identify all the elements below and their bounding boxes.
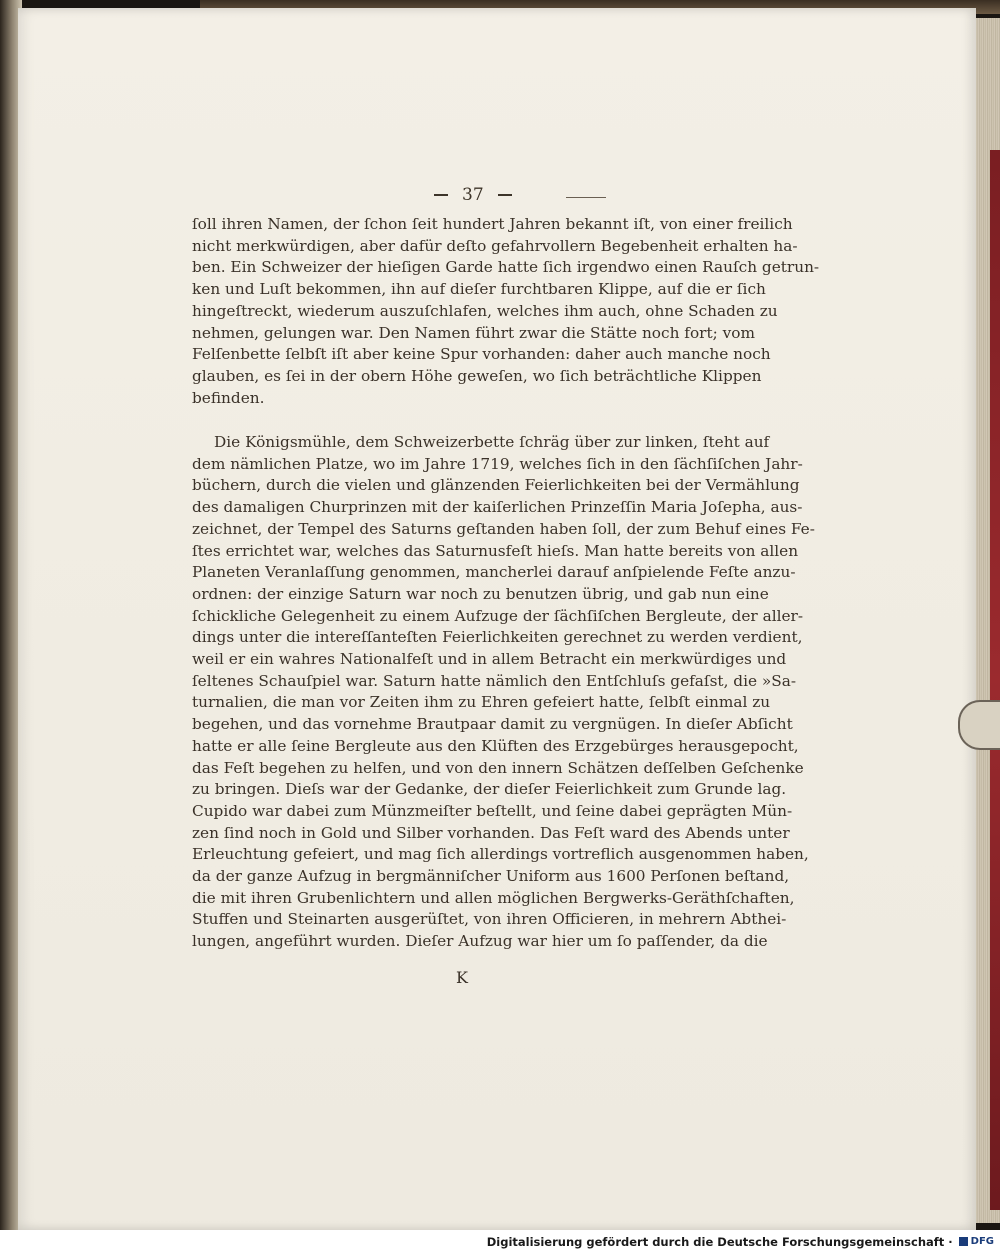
text-line: lungen, angeführt wurden. Dieſer Aufzug war hier um ſo paſſender, da die — [192, 932, 768, 951]
text-line: Cupido war dabei zum Münzmeiſter beſtellt, und ſeine dabei geprägten Mün- — [192, 801, 793, 820]
paragraph-1 — [192, 214, 820, 409]
signature-mark: K — [456, 968, 468, 987]
binding-red-edge — [990, 150, 1000, 1210]
footer-separator: · — [944, 1234, 953, 1249]
dfg-logo-icon — [959, 1237, 968, 1246]
text-line: nehmen, gelungen war. Den Namen führt zwar die Stätte noch fort; vom — [192, 323, 756, 342]
text-line: zeichnet, der Tempel des Saturns geſtanden haben ſoll, der zum Behuf eines Fe- — [192, 519, 815, 538]
text-line: zu bringen. Dieſs war der Gedanke, der dieſer Feierlichkeit zum Grunde lag. — [192, 780, 787, 799]
page-header — [420, 180, 720, 210]
text-line: ordnen: der einzige Saturn war noch zu benutzen übrig, und gab nun eine — [192, 584, 769, 603]
text-line: ſoll ihren Namen, der ſchon ſeit hundert Jahren bekannt iſt, von einer freilich — [192, 215, 793, 233]
text-line: weil er ein wahres Nationalfeſt und in allem Betracht ein merkwürdiges und — [192, 650, 787, 669]
text-line: ſeltenes Schauſpiel war. Saturn hatte nämlich den Entſchluſs gefaſst, die »Sa- — [192, 671, 797, 690]
text-line: hatte er alle ſeine Bergleute aus den Klüften des Erzgebürges herausgepocht, — [192, 736, 799, 755]
dfg-logo-text: DFG — [970, 1236, 994, 1247]
text-line: Felſenbette ſelbſt iſt aber keine Spur vorhanden: daher auch manche noch — [192, 345, 771, 364]
text-line: Die Königsmühle, dem Schweizerbette ſchräg über zur linken, ſteht auf — [214, 433, 770, 451]
text-line: turnalien, die man vor Zeiten ihm zu Ehren gefeiert hatte, ſelbſt einmal zu — [192, 693, 771, 712]
text-line: ſtes errichtet war, welches das Saturnusfeſt hieſs. Man hatte bereits von allen — [192, 541, 799, 560]
text-line: begehen, und das vornehme Brautpaar damit zu vergnügen. In dieſer Abſicht — [192, 715, 793, 734]
text-line: dings unter die intereſſanteſten Feierlichkeiten gerechnet zu werden verdient, — [192, 628, 803, 647]
text-line: hingeſtreckt, wiederum auszuſchlafen, welches ihm auch, ohne Schaden zu — [192, 301, 778, 320]
paragraph-2 — [192, 432, 815, 953]
text-line: Stuffen und Steinarten ausgerüſtet, von ihren Officieren, in mehrern Abthei- — [192, 910, 787, 929]
text-line: ben. Ein Schweizer der hieſigen Garde hatte ſich irgendwo einen Rauſch getrun- — [192, 258, 820, 277]
text-line: dem nämlichen Platze, wo im Jahre 1719, welches ſich in den ſächſiſchen Jahr- — [192, 454, 803, 473]
text-line: büchern, durch die vielen und glänzenden Feierlichkeiten bei der Vermählung — [192, 476, 800, 495]
text-line: Erleuchtung gefeiert, und mag ſich allerdings vortreflich ausgenommen haben, — [192, 845, 809, 864]
text-line: nicht merkwürdigen, aber dafür deſto gefahrvollern Begebenheit erhalten ha- — [192, 236, 798, 255]
header-rule — [566, 197, 606, 198]
text-line: das Feſt begehen zu helfen, und von den innern Schätzen deſſelben Geſchenke — [192, 758, 804, 777]
text-line: glauben, es ſei in der obern Höhe geweſen, wo ſich beträchtliche Klippen — [192, 366, 762, 385]
header-dash-right — [498, 194, 512, 196]
text-line: ſchickliche Gelegenheit zu einem Aufzuge der ſächſiſchen Bergleute, der aller- — [192, 606, 804, 625]
text-line: die mit ihren Grubenlichtern und allen möglichen Bergwerks-Geräthſchaften, — [192, 888, 795, 907]
text-line: da der ganze Aufzug in bergmänniſcher Uniform aus 1600 Perſonen beſtand, — [192, 867, 790, 886]
footer-text: Digitalisierung gefördert durch die Deutsche Forschungsgemeinschaft — [486, 1234, 945, 1249]
text-line: Planeten Veranlaſſung genommen, mancherlei darauf anſpielende Feſte anzu- — [192, 563, 796, 582]
text-line: befinden. — [192, 388, 265, 407]
text-line: des damaligen Churprinzen mit der kaiſerlichen Prinzeſſin Maria Joſepha, aus- — [192, 498, 803, 517]
dfg-logo — [959, 1236, 994, 1247]
text-line: ken und Luſt bekommen, ihn auf dieſer furchtbaren Klippe, auf die er ſich — [192, 280, 766, 299]
page-number: 37 — [462, 185, 484, 205]
footer-bar — [0, 1230, 1000, 1253]
header-dash-left — [434, 194, 448, 196]
book-clasp — [958, 700, 1000, 750]
text-line: zen ſind noch in Gold und Silber vorhanden. Das Feſt ward des Abends unter — [192, 823, 790, 842]
